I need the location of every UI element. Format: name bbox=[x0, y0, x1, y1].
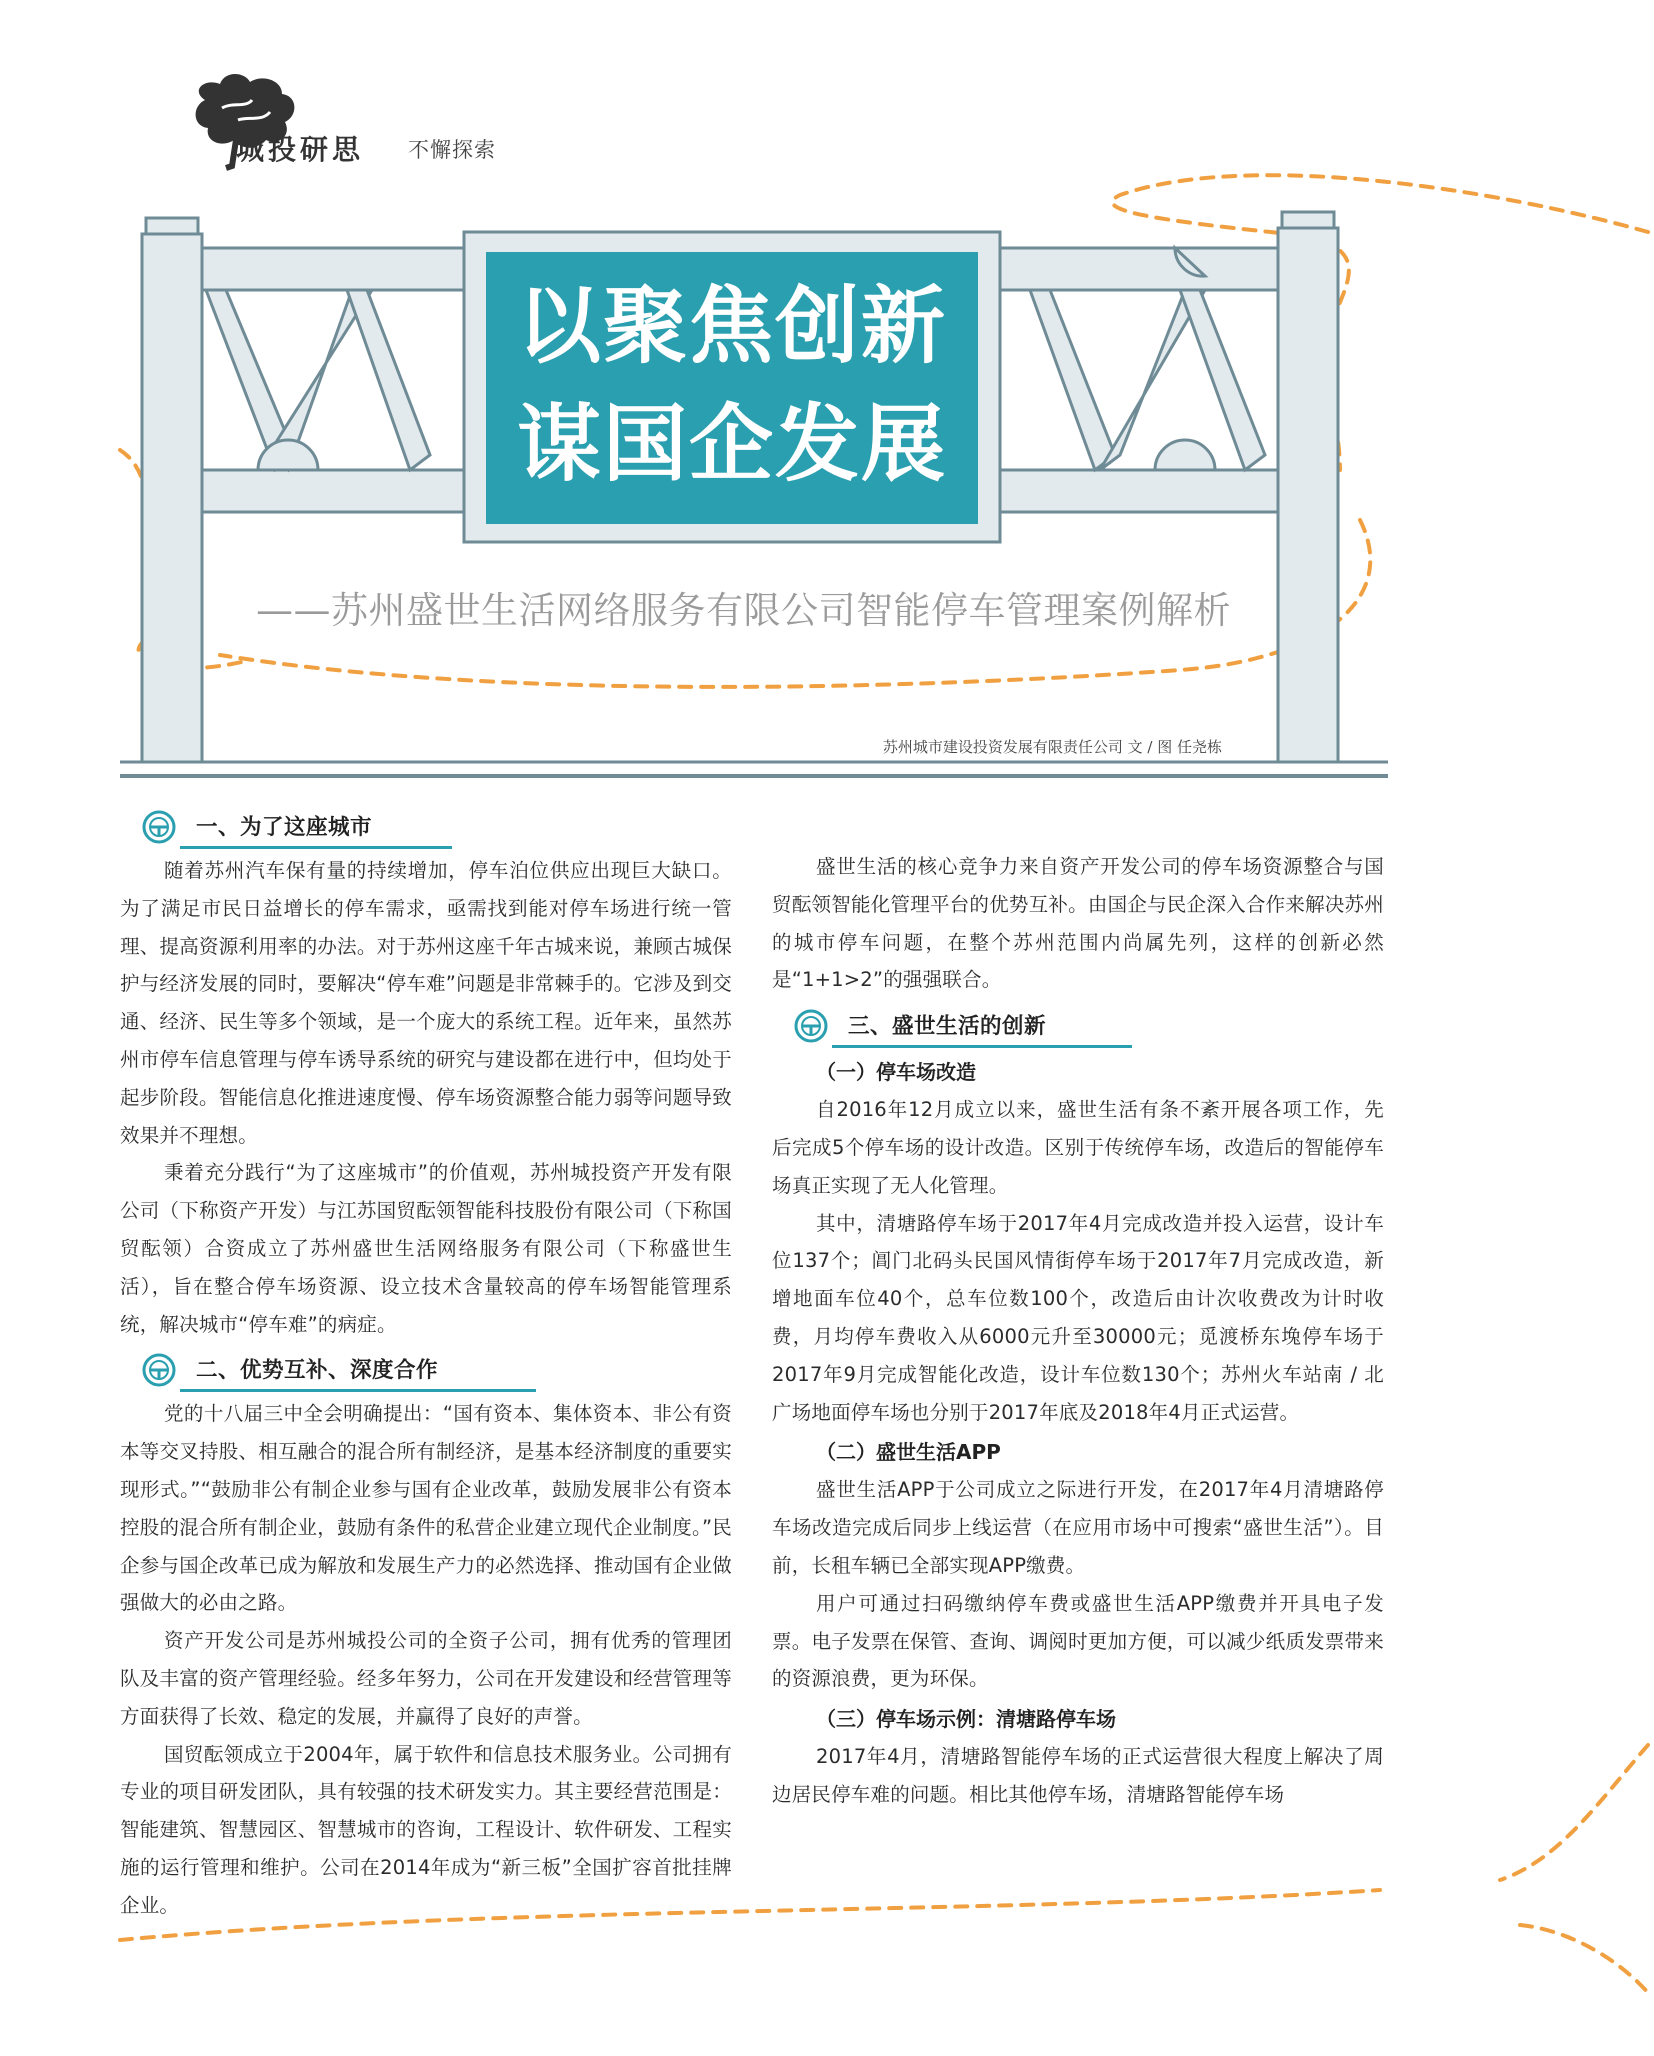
section-title: 二、优势互补、深度合作 bbox=[196, 1358, 439, 1384]
paragraph: 盛世生活APP于公司成立之际进行开发，在2017年4月清塘路停车场改造完成后同步上线运营（在应用市场中可搜索“盛世生活”）。目前，长租车辆已全部实现APP缴费。 bbox=[772, 1478, 1384, 1577]
section-title: 三、盛世生活的创新 bbox=[848, 1014, 1047, 1040]
paragraph: 党的十八届三中全会明确提出：“国有资本、集体资本、非公有资本等交叉持股、相互融合的混合所有制经济，是基本经济制度的重要实现形式。”“鼓励非公有制企业参与国有企业改革，鼓励发展非公有资本控股的混合所有制企业，鼓励有条件的私营企业建立现代企业制度。”民企参与国企改革已成为解放和发展生产力的必然选择、推动国有企业做强做大的必由之路。 bbox=[120, 1402, 732, 1615]
masthead-brand: 城投研思 bbox=[236, 133, 365, 166]
paragraph: 自2016年12月成立以来，盛世生活有条不紊开展各项工作，先后完成5个停车场的设计改造。区别于传统停车场，改造后的智能停车场真正实现了无人化管理。 bbox=[772, 1098, 1384, 1197]
section-title: 一、为了这座城市 bbox=[196, 815, 373, 840]
paragraph: 其中，清塘路停车场于2017年4月完成改造并投入运营，设计车位137个；阊门北码头民国风情街停车场于2017年7月完成改造，新增地面车位40个，总车位数100个，改造后由计次收费改为计时收费，月均停车费收入从6000元升至30000元；觅渡桥东堍停车场于2017年9月完成智能化改造，设计车位数130个；苏州火车站南 / 北广场地面停车场也分别于2017年底及2018年4月正式运营。 bbox=[772, 1211, 1384, 1424]
section-heading-2 bbox=[120, 1347, 732, 1395]
steering-wheel-icon bbox=[142, 810, 176, 844]
paragraph: 随着苏州汽车保有量的持续增加，停车泊位供应出现巨大缺口。为了满足市民日益增长的停车需求，亟需找到能对停车场进行统一管理、提高资源利用率的办法。对于苏州这座千年古城来说，兼顾古城保护与经济发展的同时，要解决“停车难”问题是非常棘手的。它涉及到交通、经济、民生等多个领域，是一个庞大的系统工程。近年来，虽然苏州市停车信息管理与停车诱导系统的研究与建设都在进行中，但均处于起步阶段。智能信息化推进速度慢、停车场资源整合能力弱等问题导致效果并不理想。 bbox=[120, 859, 732, 1147]
title-line-2: 谋国企发展 bbox=[516, 395, 947, 493]
title-line-1: 以聚焦创新 bbox=[516, 277, 947, 375]
article-title bbox=[486, 240, 978, 530]
section-heading-3 bbox=[772, 1003, 1384, 1051]
subheading: （三）停车场示例：清塘路停车场 bbox=[816, 1707, 1116, 1732]
section-underline bbox=[180, 846, 452, 849]
paragraph: 盛世生活的核心竞争力来自资产开发公司的停车场资源整合与国贸酝领智能化管理平台的优势互补。由国企与民企深入合作来解决苏州的城市停车问题，在整个苏州范围内尚属先列，这样的创新必然是“1+1>2”的强强联合。 bbox=[772, 855, 1384, 992]
subheading: （一）停车场改造 bbox=[816, 1060, 976, 1085]
subheading: （二）盛世生活APP bbox=[816, 1440, 1001, 1465]
left-column bbox=[120, 800, 732, 1925]
paragraph: 资产开发公司是苏州城投公司的全资子公司，拥有优秀的管理团队及丰富的资产管理经验。经多年努力，公司在开发建设和经营管理等方面获得了长效、稳定的发展，并赢得了良好的声誉。 bbox=[120, 1629, 732, 1728]
article-subtitle: ——苏州盛世生活网络服务有限公司智能停车管理案例解析 bbox=[256, 589, 1231, 632]
masthead-section: 不懈探索 bbox=[408, 138, 496, 162]
paragraph: 国贸酝领成立于2004年，属于软件和信息技术服务业。公司拥有专业的项目研发团队，具有较强的技术研发实力。其主要经营范围是：智能建筑、智慧园区、智慧城市的咨询，工程设计、软件研发、工程实施的运行管理和维护。公司在2014年成为“新三板”全国扩容首批挂牌企业。 bbox=[120, 1742, 732, 1917]
steering-wheel-icon bbox=[142, 1353, 176, 1387]
paragraph: 秉着充分践行“为了这座城市”的价值观，苏州城投资产开发有限公司（下称资产开发）与江苏国贸酝领智能科技股份有限公司（下称国贸酝领）合资成立了苏州盛世生活网络服务有限公司（下称盛世生活），旨在整合停车场资源、设立技术含量较高的停车场智能管理系统，解决城市“停车难”的病症。 bbox=[120, 1161, 732, 1336]
section-underline bbox=[832, 1045, 1132, 1048]
section-underline bbox=[180, 1389, 536, 1392]
right-column bbox=[772, 848, 1384, 1814]
byline: 苏州城市建设投资发展有限责任公司 文 / 图 任尧栋 bbox=[882, 738, 1222, 756]
paragraph: 用户可通过扫码缴纳停车费或盛世生活APP缴费并开具电子发票。电子发票在保管、查询、调阅时更加方便，可以减少纸质发票带来的资源浪费，更为环保。 bbox=[772, 1591, 1384, 1691]
section-heading-1 bbox=[120, 804, 732, 852]
steering-wheel-icon bbox=[794, 1009, 828, 1043]
paragraph: 2017年4月，清塘路智能停车场的正式运营很大程度上解决了周边居民停车难的问题。相比其他停车场，清塘路智能停车场 bbox=[772, 1745, 1384, 1806]
